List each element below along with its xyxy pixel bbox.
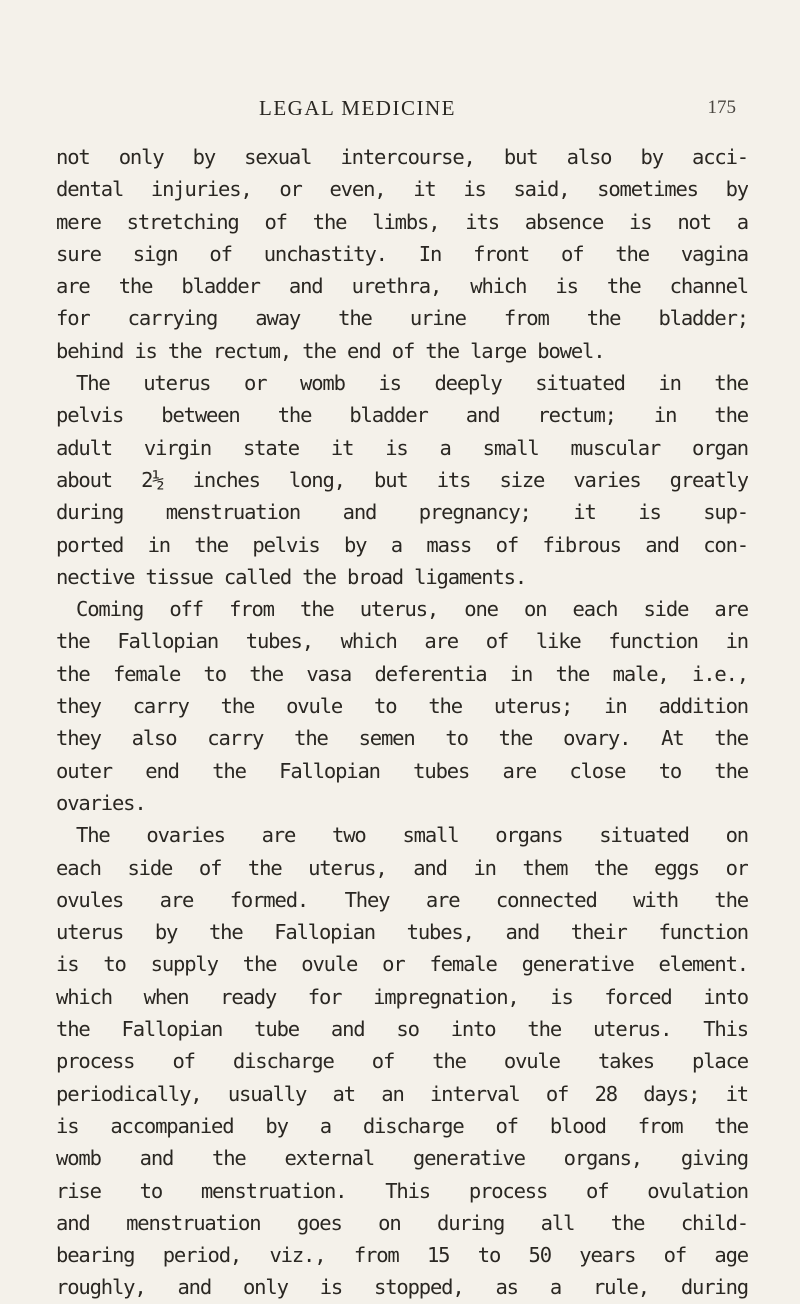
text-line: the Fallopian tube and so into the uterus. This bbox=[56, 1017, 748, 1042]
text-line: adult virgin state it is a small muscular organ bbox=[56, 435, 748, 460]
text-line: bearing period, viz., from 15 to 50 years of age bbox=[56, 1243, 748, 1268]
text-line: ovaries. bbox=[56, 790, 146, 815]
text-line: sure sign of unchastity. In front of the vagina bbox=[56, 241, 748, 266]
body-text bbox=[56, 141, 748, 1304]
text-line: womb and the external generative organs, giving bbox=[56, 1146, 748, 1171]
text-line: which when ready for impregnation, is forced into bbox=[56, 984, 748, 1009]
text-line: for carrying away the urine from the bladder; bbox=[56, 306, 748, 331]
text-line: The ovaries are two small organs situated on bbox=[76, 823, 748, 848]
text-line: are the bladder and urethra, which is the channel bbox=[56, 274, 748, 299]
text-line: the Fallopian tubes, which are of like function in bbox=[56, 629, 748, 654]
text-line: process of discharge of the ovule takes place bbox=[56, 1049, 748, 1074]
text-line: dental injuries, or even, it is said, sometimes by bbox=[56, 177, 748, 202]
text-line: outer end the Fallopian tubes are close to the bbox=[56, 758, 748, 783]
running-head: LEGAL MEDICINE bbox=[259, 96, 456, 120]
text-line: not only by sexual intercourse, but also by acci- bbox=[56, 145, 748, 169]
text-line: roughly, and only is stopped, as a rule, during bbox=[56, 1275, 748, 1300]
text-line: behind is the rectum, the end of the large bowel. bbox=[56, 338, 605, 363]
text-line: each side of the uterus, and in them the eggs or bbox=[56, 855, 748, 880]
text-line: is accompanied by a discharge of blood from the bbox=[56, 1113, 748, 1138]
text-line: mere stretching of the limbs, its absence is not a bbox=[56, 209, 748, 234]
text-line: The uterus or womb is deeply situated in the bbox=[76, 371, 748, 396]
text-line: Coming off from the uterus, one on each side are bbox=[76, 597, 748, 622]
text-line: uterus by the Fallopian tubes, and their function bbox=[56, 920, 748, 945]
text-line: ovules are formed. They are connected with the bbox=[56, 887, 748, 912]
text-line: the female to the vasa deferentia in the male, i.e., bbox=[56, 661, 748, 686]
text-line: about 2½ inches long, but its size varies greatly bbox=[56, 467, 748, 492]
text-line: they carry the ovule to the uterus; in addition bbox=[56, 694, 748, 719]
text-line: periodically, usually at an interval of 28 days; it bbox=[56, 1081, 748, 1106]
text-line: they also carry the semen to the ovary. At the bbox=[56, 726, 748, 751]
text-line: and menstruation goes on during all the child- bbox=[56, 1210, 748, 1235]
text-line: during menstruation and pregnancy; it is sup- bbox=[56, 500, 748, 525]
page-header bbox=[0, 96, 800, 130]
text-line: is to supply the ovule or female generative element. bbox=[56, 952, 748, 977]
page-number: 175 bbox=[707, 97, 736, 118]
text-line: nective tissue called the broad ligaments. bbox=[56, 564, 527, 589]
text-line: rise to menstruation. This process of ovulation bbox=[56, 1178, 748, 1203]
text-line: ported in the pelvis by a mass of fibrous and con- bbox=[56, 532, 748, 557]
text-line: pelvis between the bladder and rectum; in the bbox=[56, 403, 748, 428]
